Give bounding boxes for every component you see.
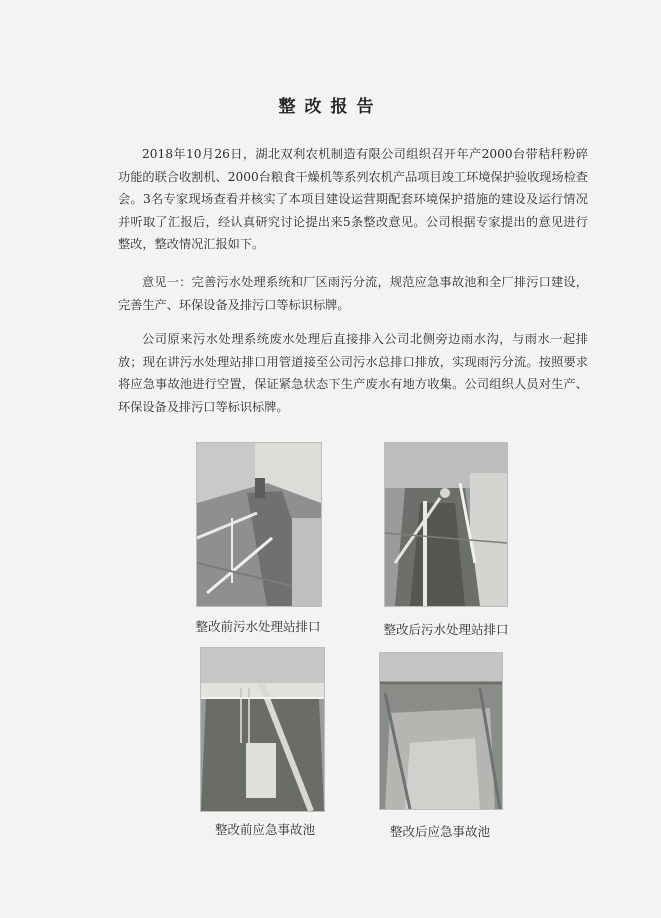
- caption-photo-1: 整改前污水处理站排口: [195, 619, 321, 634]
- photo-before-emergency-pool: [200, 647, 325, 812]
- photo-before-sewage-outlet: [196, 442, 322, 607]
- caption-photo-4: 整改后应急事故池: [389, 824, 490, 839]
- paragraph-rectification: 公司原来污水处理系统废水处理后直接排入公司北侧旁边雨水沟，与雨水一起排放；现在讲污水处理站排口用管道接至公司污水总排口排放，实现雨污分流。按照要求将应急事故池进行空置，保证紧急状态下生产废水有地方收集。公司组织人员对生产、环保设备及排污口等标识标牌。: [118, 332, 588, 414]
- photo-after-sewage-outlet: [384, 442, 508, 607]
- document-title: 整改报告: [278, 97, 383, 117]
- paragraph-intro: 2018年10月26日，湖北双利农机制造有限公司组织召开年产2000台带秸秆粉碎功能的联合收割机、2000台粮食干燥机等系列农机产品项目竣工环境保护验收现场检查会。3名专家现场查看并核实了本项目建设运营期配套环境保护措施的建设及运行情况并听取了汇报后，经认真研究讨论提出来5条整改意见。公司根据专家提出的意见进行整改，整改情况汇报如下。: [118, 147, 588, 251]
- caption-photo-3: 整改前应急事故池: [214, 822, 315, 837]
- paragraph-opinion-1: 意见一：完善污水处理系统和厂区雨污分流，规范应急事故池和全厂排污口建设，完善生产、环保设备及排污口等标识标牌。: [118, 275, 588, 312]
- photo-after-emergency-pool: [379, 652, 503, 810]
- caption-photo-2: 整改后污水处理站排口: [383, 622, 509, 637]
